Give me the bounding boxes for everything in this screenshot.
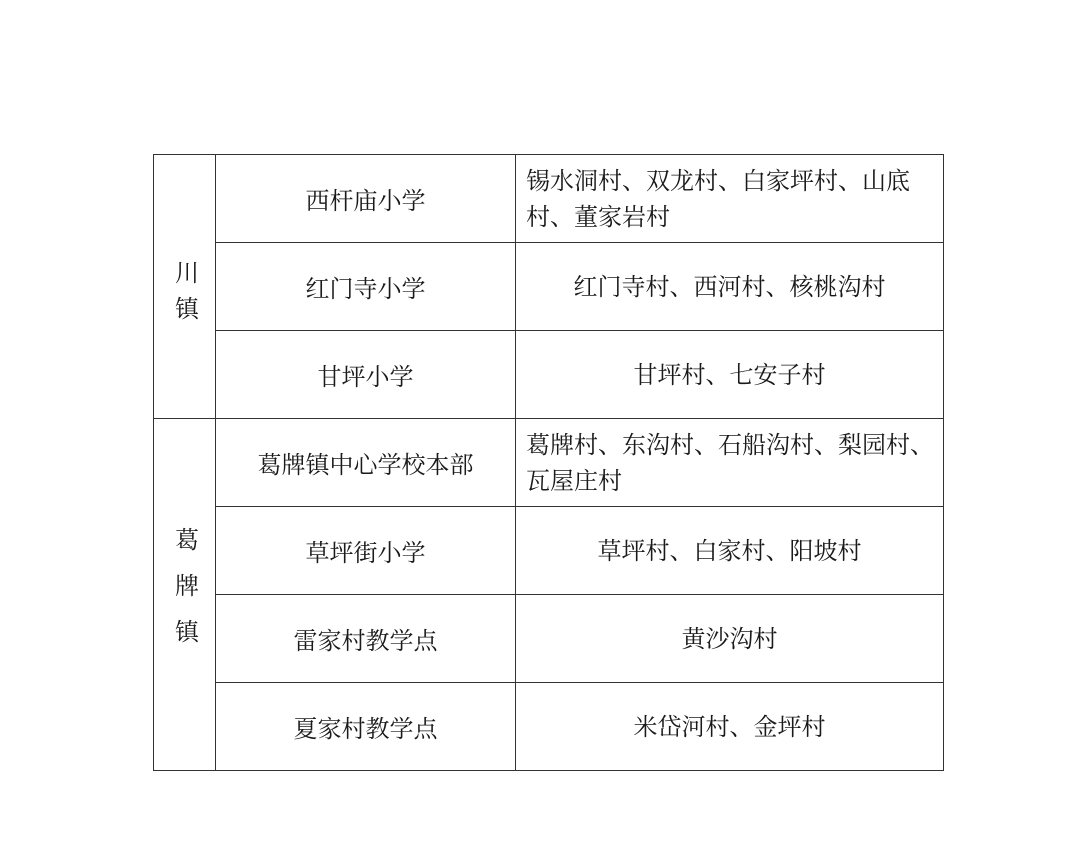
table-row <box>154 155 944 243</box>
school-cell: 夏家村教学点 <box>216 683 516 771</box>
table-row <box>154 683 944 771</box>
school-cell: 雷家村教学点 <box>216 595 516 683</box>
table-row <box>154 419 944 507</box>
table-row <box>154 595 944 683</box>
school-cell: 葛牌镇中心学校本部 <box>216 419 516 507</box>
table-row <box>154 331 944 419</box>
school-cell: 红门寺小学 <box>216 243 516 331</box>
villages-cell: 甘坪村、七安子村 <box>516 331 944 419</box>
table-row <box>154 243 944 331</box>
villages-cell: 锡水洞村、双龙村、白家坪村、山底村、董家岩村 <box>516 155 944 243</box>
school-cell: 西杆庙小学 <box>216 155 516 243</box>
school-cell: 草坪街小学 <box>216 507 516 595</box>
school-district-table <box>153 154 944 771</box>
villages-cell: 红门寺村、西河村、核桃沟村 <box>516 243 944 331</box>
town-name: 川镇 <box>170 259 199 332</box>
villages-cell: 草坪村、白家村、阳坡村 <box>516 507 944 595</box>
villages-cell: 黄沙沟村 <box>516 595 944 683</box>
table-row <box>154 507 944 595</box>
town-cell <box>154 419 216 771</box>
town-name: 葛牌镇 <box>170 527 199 665</box>
town-cell <box>154 155 216 419</box>
villages-cell: 米岱河村、金坪村 <box>516 683 944 771</box>
school-cell: 甘坪小学 <box>216 331 516 419</box>
villages-cell: 葛牌村、东沟村、石船沟村、梨园村、瓦屋庄村 <box>516 419 944 507</box>
